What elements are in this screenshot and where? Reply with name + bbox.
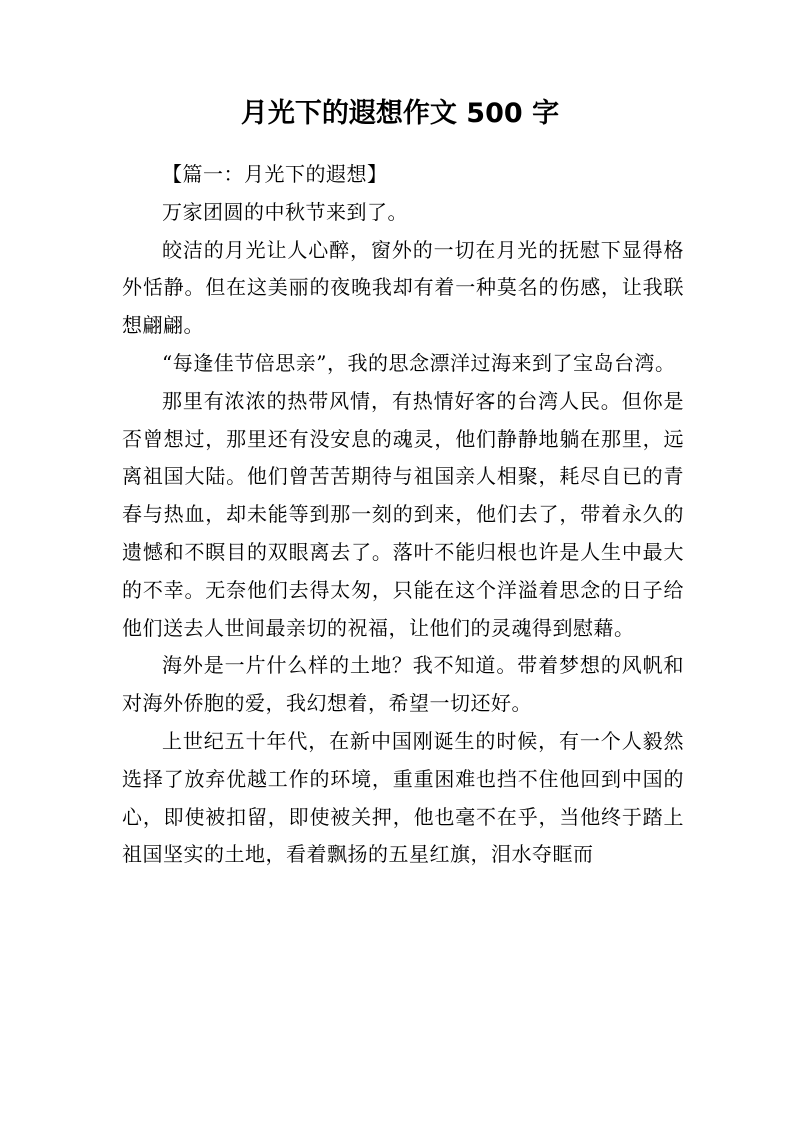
paragraph: 万家团圆的中秋节来到了。 — [162, 199, 408, 224]
paragraph: 海外是一片什么样的土地？我不知道。带着梦想的风帆和对海外侨胞的爱，我幻想着，希望一切还好。 — [122, 653, 684, 716]
paragraph: 皎洁的月光让人心醉，窗外的一切在月光的抚慰下显得格外恬静。但在这美丽的夜晚我却有着一种莫名的伤感，让我联想翩翩。 — [122, 237, 684, 338]
document-title: 月光下的遐想作文 500 字 — [240, 98, 560, 129]
document-body — [122, 156, 684, 874]
paragraph: 上世纪五十年代，在新中国刚诞生的时候，有一个人毅然选择了放弃优越工作的环境，重重困难也挡不住他回到中国的心，即使被扣留，即使被关押，他也毫不在乎，当他终于踏上祖国坚实的土地，看着飘扬的五星红旗，泪水夺眶而 — [122, 728, 684, 867]
paragraph: 那里有浓浓的热带风情，有热情好客的台湾人民。但你是否曾想过，那里还有没安息的魂灵，他们静静地躺在那里，远离祖国大陆。他们曾苦苦期待与祖国亲人相聚，耗尽自已的青春与热血，却未能等到那一刻的到来，他们去了，带着永久的遗憾和不瞑目的双眼离去了。落叶不能归根也许是人生中最大的不幸。无奈他们去得太匆，只能在这个洋溢着思念的日子给他们送去人世间最亲切的祝福，让他们的灵魂得到慰藉。 — [122, 388, 684, 640]
paragraph: “每逢佳节倍思亲”，我的思念漂洋过海来到了宝岛台湾。 — [162, 350, 676, 375]
section-heading: 【篇一：月光下的遐想】 — [162, 162, 388, 186]
